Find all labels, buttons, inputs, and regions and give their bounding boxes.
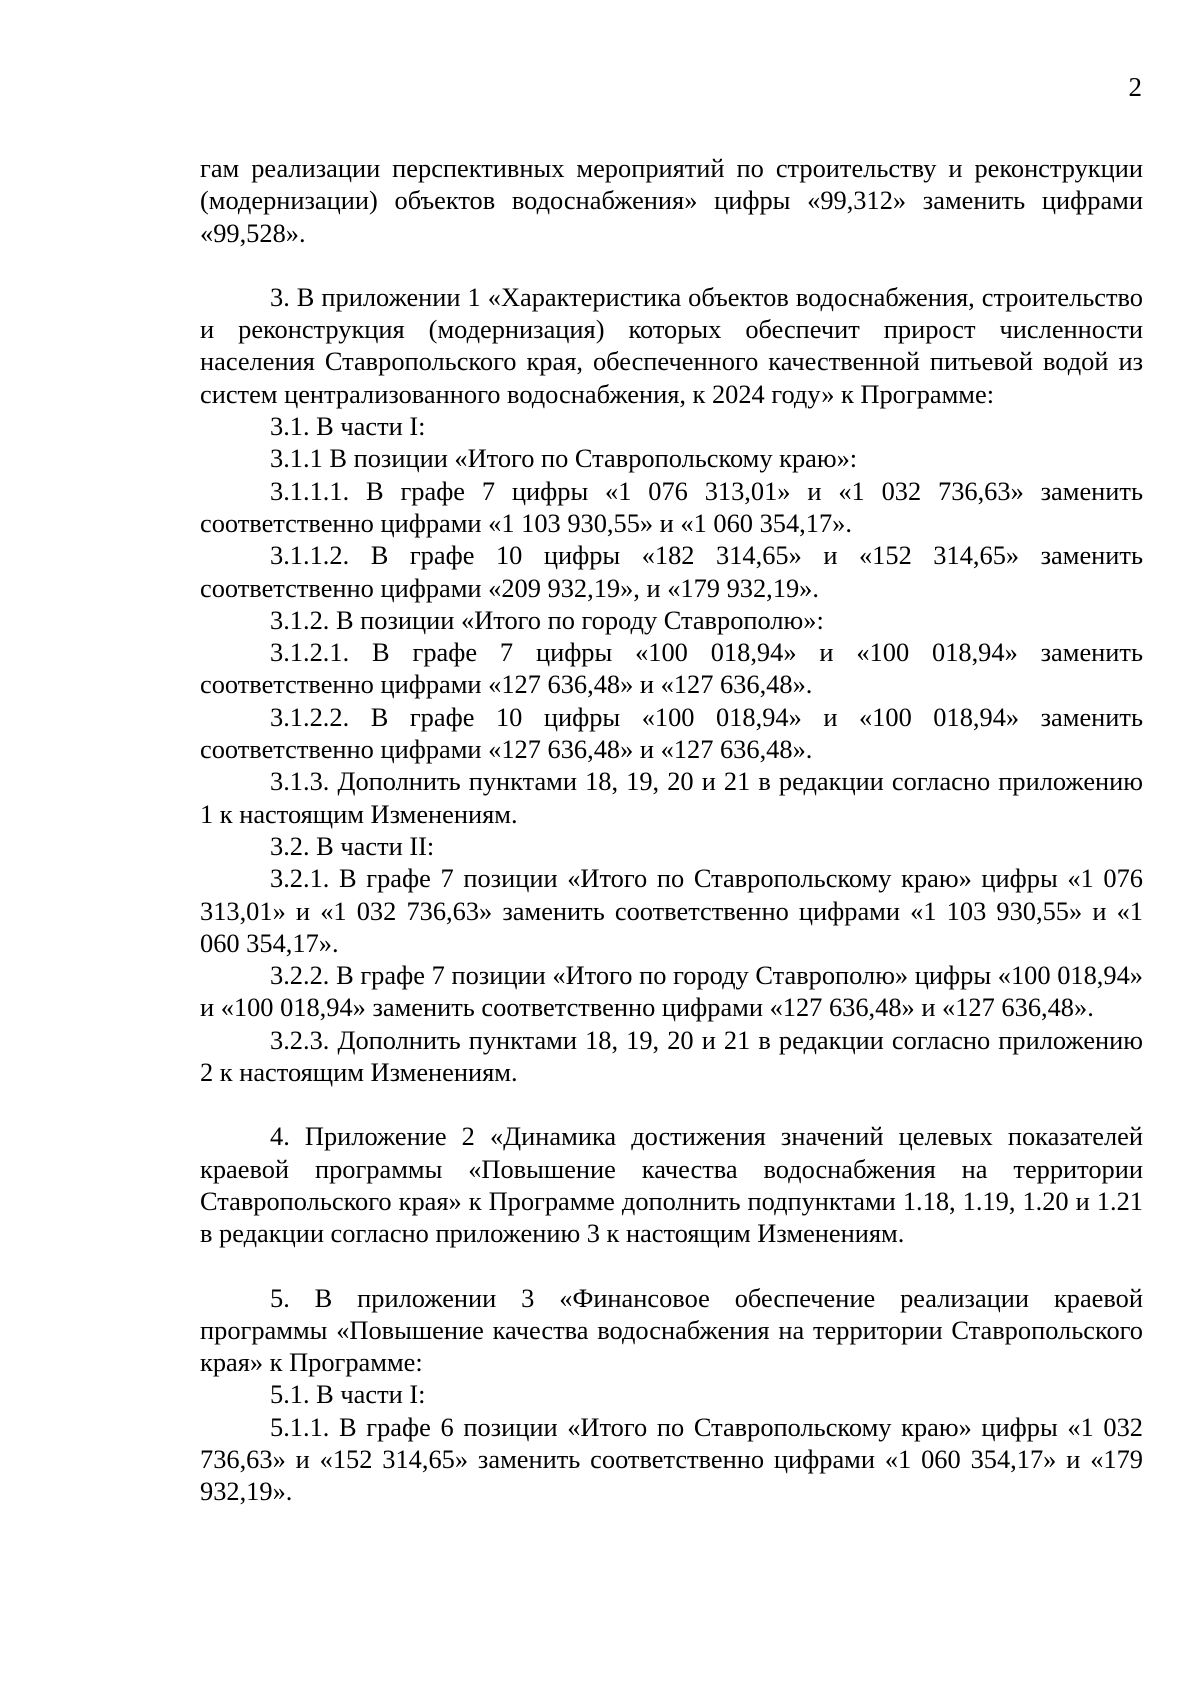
paragraph: 3.2.2. В графе 7 позиции «Итого по городу Ставрополю» цифры «100 018,94» и «100 018,94» заменить соответственно цифрами «127 636,48» и «127 636,48». [200, 960, 1143, 1023]
paragraph: 3. В приложении 1 «Характеристика объектов водоснабжения, строительство и реконструкция (модернизация) которых обеспечит прирост численности населения Ставропольского края, обеспеченного качественной питьевой водой из систем централизованного водоснабжения, к 2024 году» к Программе: [200, 281, 1143, 409]
page-number: 2 [1128, 72, 1142, 102]
paragraph: 3.1.1.2. В графе 10 цифры «182 314,65» и «152 314,65» заменить соответственно цифрами «209 932,19», и «179 932,19». [200, 540, 1143, 603]
paragraph: 3.1.1 В позиции «Итого по Ставропольскому краю»: [270, 443, 858, 474]
paragraph: 3.1.1.1. В графе 7 цифры «1 076 313,01» и «1 032 736,63» заменить соответственно цифрами «1 103 930,55» и «1 060 354,17». [200, 475, 1143, 538]
paragraph: 3.1.2. В позиции «Итого по городу Ставрополю»: [270, 604, 824, 635]
paragraph: 5. В приложении 3 «Финансовое обеспечение реализации краевой программы «Повышение качества водоснабжения на территории Ставропольского края» к Программе: [200, 1282, 1143, 1378]
paragraph: 3.1.2.2. В графе 10 цифры «100 018,94» и «100 018,94» заменить соответственно цифрами «127 636,48» и «127 636,48». [200, 701, 1143, 765]
paragraph: 5.1. В части I: [270, 1379, 426, 1410]
paragraph: 3.1. В части I: [270, 411, 426, 442]
paragraph: 3.2. В части II: [270, 830, 435, 861]
paragraph: гам реализации перспективных мероприятий по строительству и реконструкции (модернизации) объектов водоснабжения» цифры «99,312» заменить цифрами «99,528». [200, 153, 1143, 248]
paragraph: 3.2.3. Дополнить пунктами 18, 19, 20 и 21 в редакции согласно приложению 2 к настоящим Изменениям. [200, 1024, 1143, 1088]
paragraph: 5.1.1. В графе 6 позиции «Итого по Ставропольскому краю» цифры «1 032 736,63» и «152 314,65» заменить соответственно цифрами «1 060 354,17» и «179 932,19». [200, 1411, 1143, 1507]
paragraph: 3.1.3. Дополнить пунктами 18, 19, 20 и 21 в редакции согласно приложению 1 к настоящим Изменениям. [200, 766, 1143, 829]
paragraph: 4. Приложение 2 «Динамика достижения значений целевых показателей краевой программы «Повышение качества водоснабжения на территории Ставропольского края» к Программе дополнить подпунктами 1.18, 1.19, 1.20 и 1.21 в редакции согласно приложению 3 к настоящим Изменениям. [200, 1121, 1143, 1249]
document-body [200, 152, 1143, 1508]
paragraph: 3.1.2.1. В графе 7 цифры «100 018,94» и «100 018,94» заменить соответственно цифрами «127 636,48» и «127 636,48». [200, 637, 1143, 700]
paragraph: 3.2.1. В графе 7 позиции «Итого по Ставропольскому краю» цифры «1 076 313,01» и «1 032 736,63» заменить соответственно цифрами «1 103 930,55» и «1 060 354,17». [200, 863, 1143, 958]
